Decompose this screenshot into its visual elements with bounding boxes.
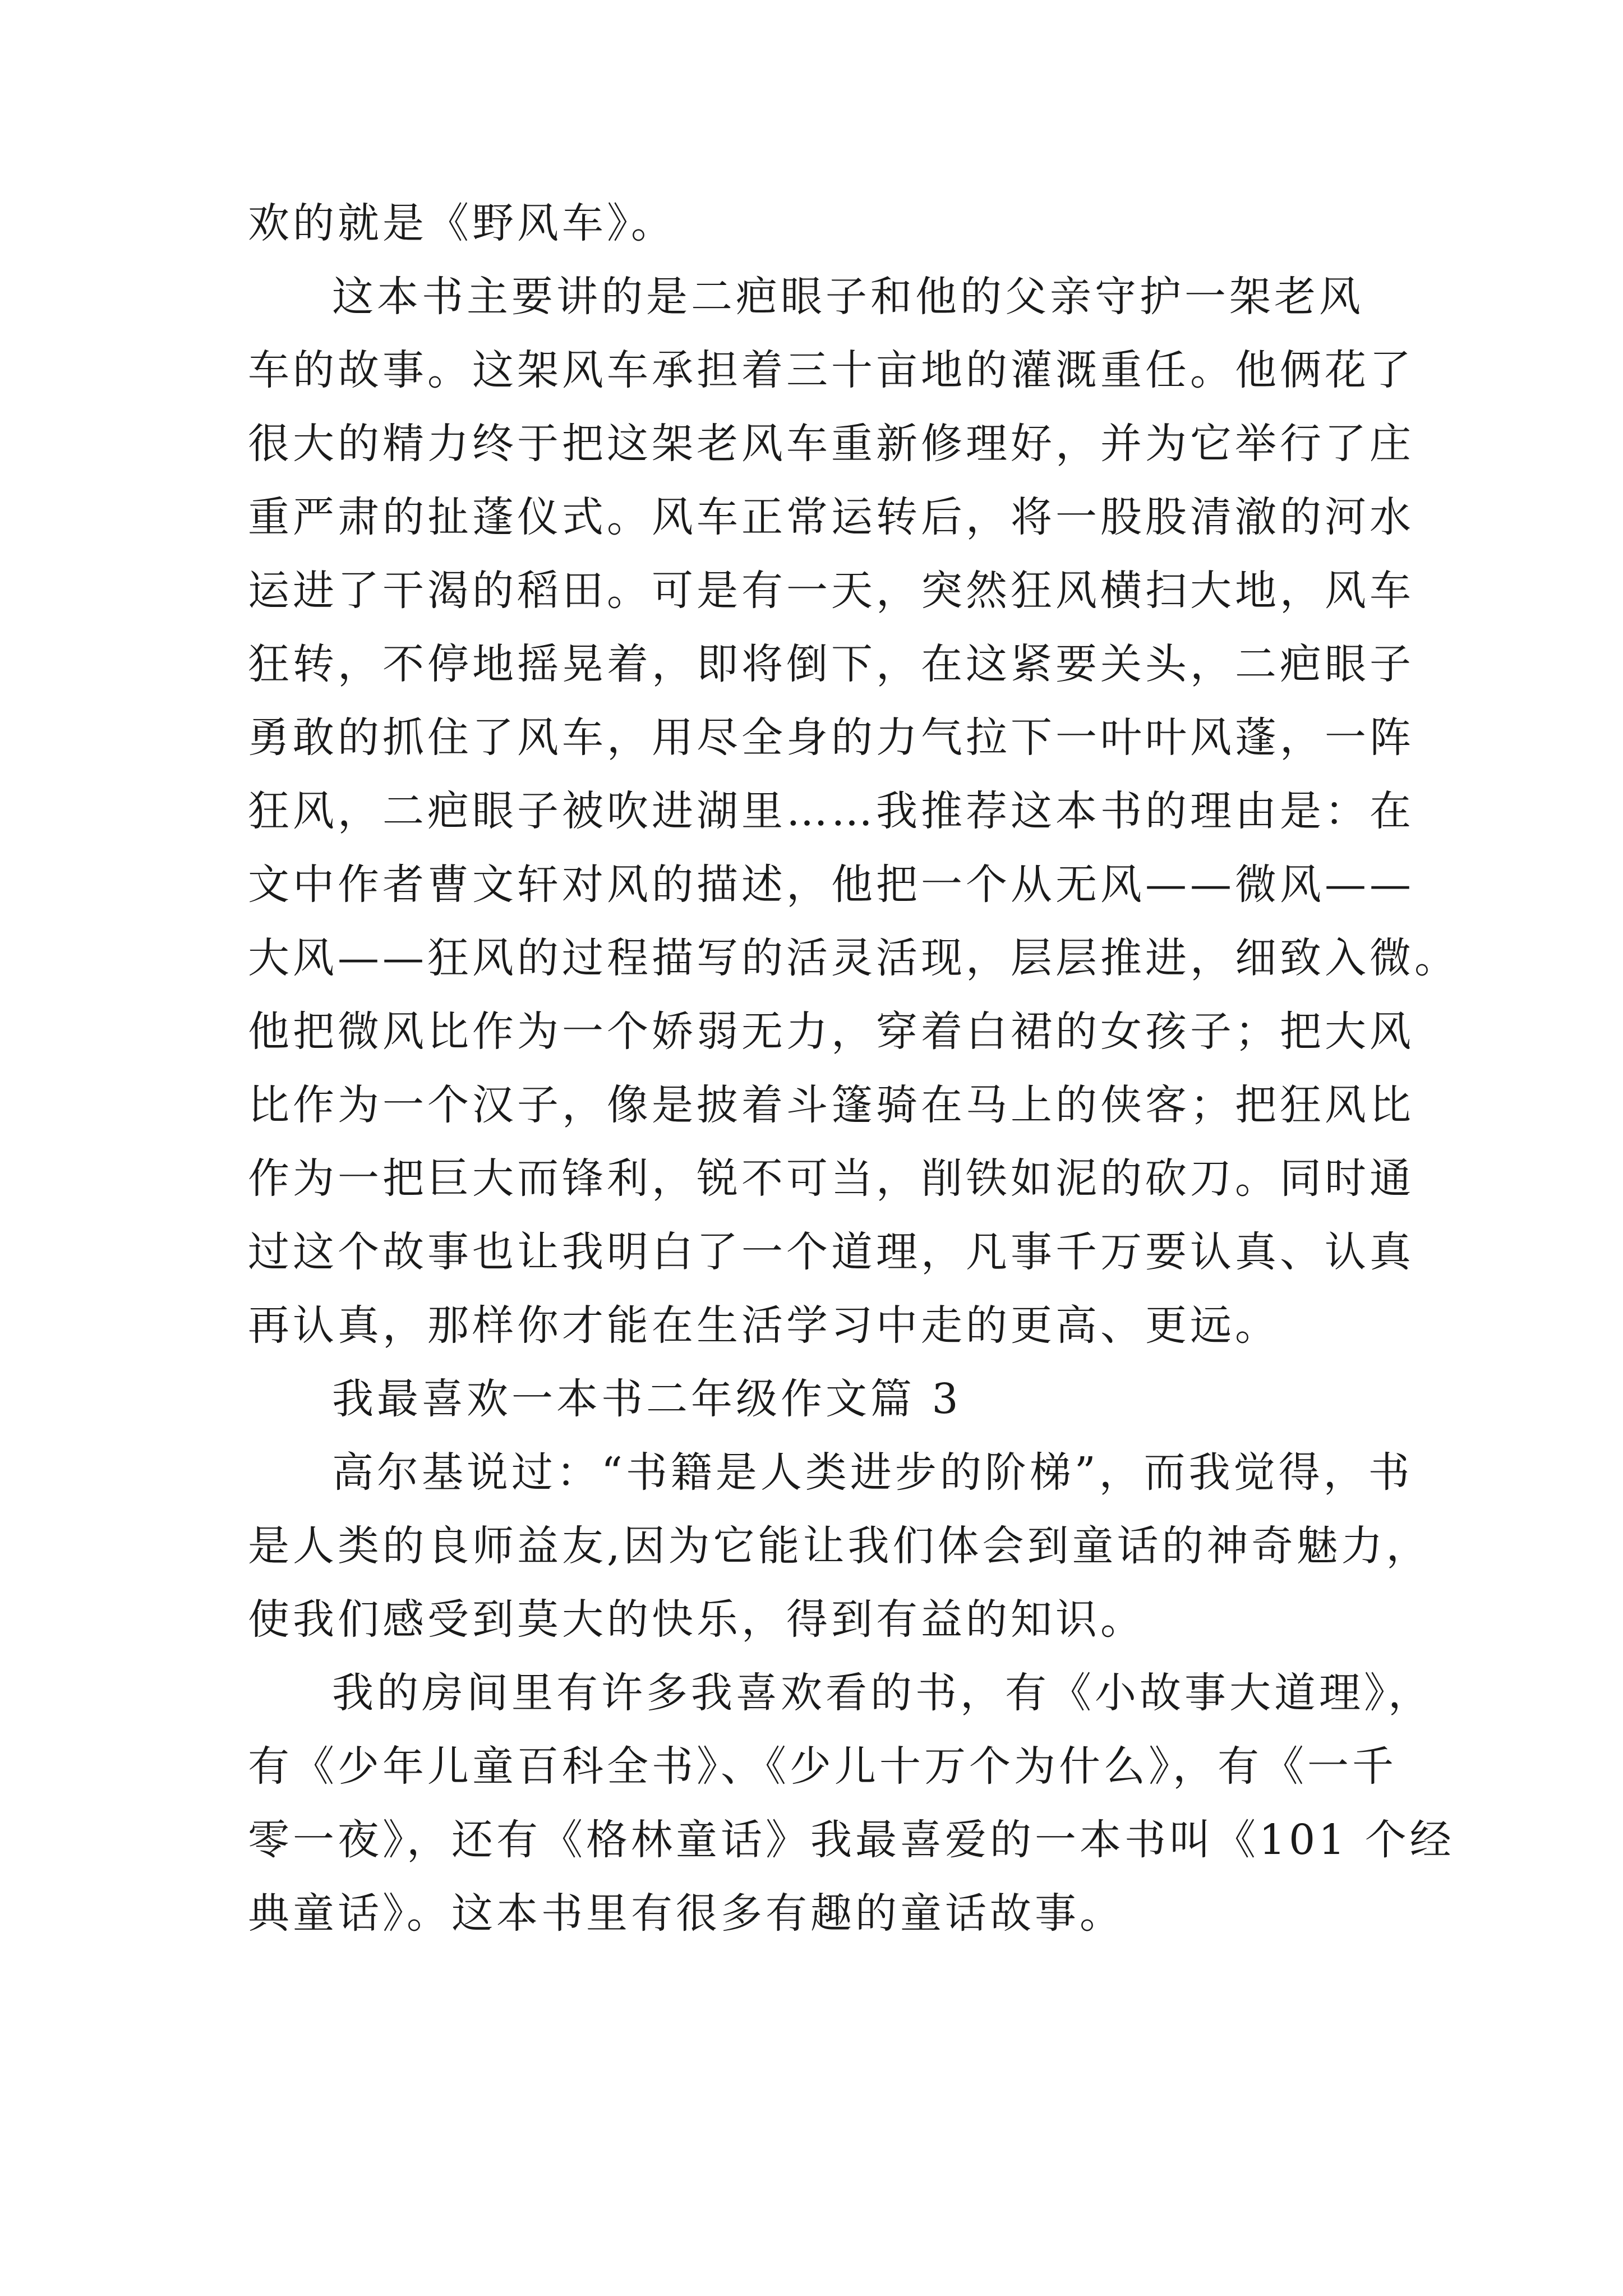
text-line: 欢的就是《野风车》。 [248, 199, 676, 247]
text-line: 是人类的良师益友,因为它能让我们体会到童话的神奇魅力， [248, 1522, 1431, 1570]
text-line: 运进了干渴的稻田。可是有一天，突然狂风横扫大地，风车 [248, 567, 1414, 615]
text-line: 大风——狂风的过程描写的活灵活现，层层推进，细致入微。 [248, 934, 1459, 982]
text-line: 很大的精力终于把这架老风车重新修理好，并为它举行了庄 [248, 420, 1414, 468]
text-line: 使我们感受到莫大的快乐，得到有益的知识。 [248, 1595, 1145, 1644]
text-line: 零一夜》，还有《格林童话》我最喜爱的一本书叫《101 个经 [248, 1816, 1455, 1864]
text-line: 过这个故事也让我明白了一个道理，凡事千万要认真、认真 [248, 1228, 1414, 1276]
text-line: 再认真，那样你才能在生活学习中走的更高、更远。 [248, 1301, 1280, 1350]
text-line: 他把微风比作为一个娇弱无力，穿着白裙的女孩子；把大风 [248, 1007, 1414, 1056]
text-line: 狂转，不停地摇晃着，即将倒下，在这紧要关头，二疤眼子 [248, 640, 1414, 688]
text-line: 有《少年儿童百科全书》、《少儿十万个为什么》，有《一千 [248, 1742, 1397, 1791]
text-line: 文中作者曹文轩对风的描述，他把一个从无风——微风—— [248, 861, 1414, 909]
text-line: 作为一把巨大而锋利，锐不可当，削铁如泥的砍刀。同时通 [248, 1154, 1414, 1203]
text-line: 我的房间里有许多我喜欢看的书，有《小故事大道理》， [332, 1669, 1433, 1717]
text-line: 比作为一个汉子，像是披着斗篷骑在马上的侠客；把狂风比 [248, 1081, 1414, 1129]
section-heading: 我最喜欢一本书二年级作文篇 3 [332, 1375, 962, 1423]
text-line: 高尔基说过：“书籍是人类进步的阶梯”，而我觉得，书 [332, 1448, 1413, 1497]
text-line: 狂风，二疤眼子被吹进湖里……我推荐这本书的理由是：在 [248, 787, 1414, 835]
document-page [248, 196, 1459, 1960]
text-line: 重严肃的扯蓬仪式。风车正常运转后，将一股股清澈的河水 [248, 493, 1414, 541]
text-line: 这本书主要讲的是二疤眼子和他的父亲守护一架老风 [332, 273, 1364, 321]
text-line: 勇敢的抓住了风车，用尽全身的力气拉下一叶叶风蓬，一阵 [248, 714, 1414, 762]
text-line: 典童话》。这本书里有很多有趣的童话故事。 [248, 1889, 1124, 1938]
text-line: 车的故事。这架风车承担着三十亩地的灌溉重任。他俩花了 [248, 346, 1414, 394]
